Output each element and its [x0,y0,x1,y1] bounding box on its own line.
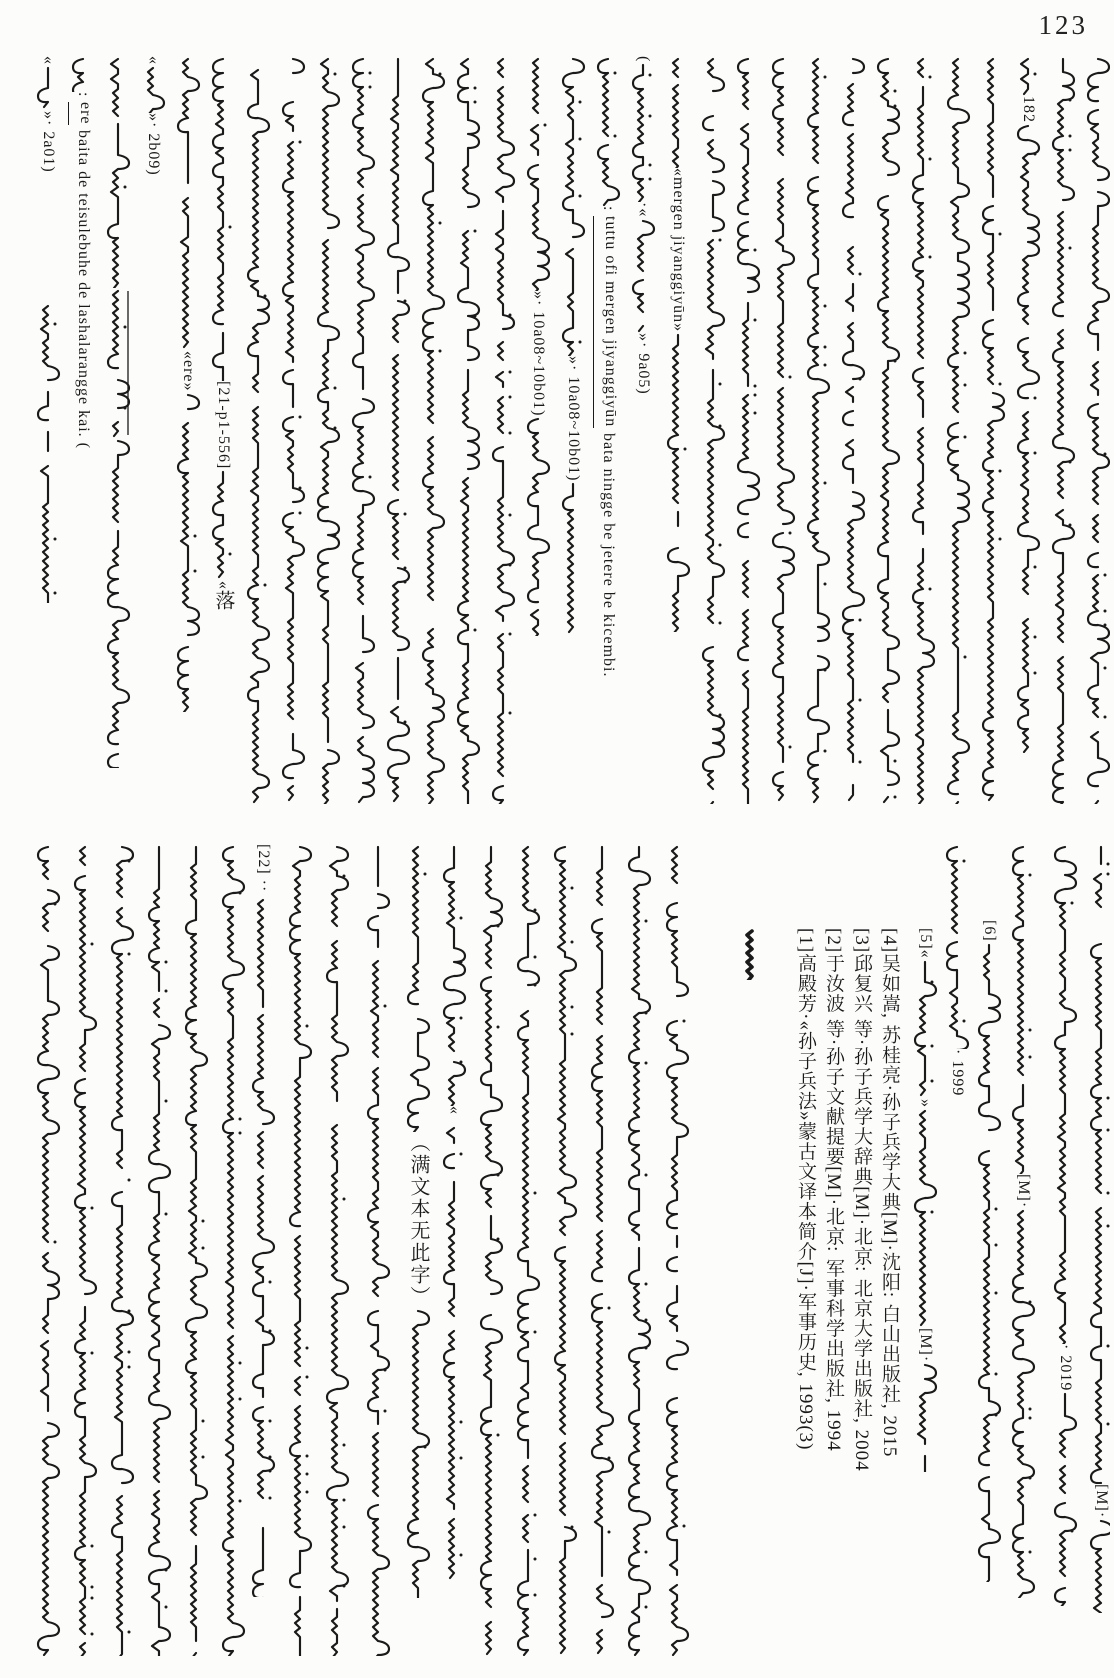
text-column-2-15 [589,844,615,1662]
mongolian-script [1088,1518,1110,1613]
inline-token: · 1999 [949,1049,966,1097]
mongolian-script [665,56,691,168]
text-column-2-16 [626,844,652,1662]
column-gap [861,844,862,928]
text-column-1-26 [945,56,971,812]
mongolian-script [315,56,341,804]
mongolian-script [70,56,96,92]
mongolian-script [875,56,901,804]
mongolian-script [441,1115,467,1580]
mongolian-script [1085,56,1110,804]
mongolian-script [1015,123,1041,753]
text-column-2-28 [1088,844,1110,1662]
mongolian-script [478,844,504,1656]
inline-token: [M]· [917,1327,934,1362]
mongolian-script [385,56,411,804]
text-column-2-3 [146,844,172,1662]
text-column-1-20 [735,56,761,812]
mongolian-script [405,1308,431,1598]
mongolian-script [420,56,446,804]
inline-token: [M]· [1093,1484,1110,1519]
mongolian-script [560,56,586,356]
mongolian-script [245,56,271,804]
mongolian-script [490,56,516,804]
mongolian-script [1052,844,1078,1344]
text-column-2-25 [976,844,1002,1662]
lower-text-block [24,844,1110,1662]
text-column-2-4 [183,844,209,1662]
column-gap [752,844,753,928]
mongolian-script [146,844,172,1656]
column-gap [805,844,806,928]
mongolian-script [912,1108,938,1328]
mongolian-script [280,56,306,804]
text-column-2-23 [912,844,938,1662]
mongolian-script [630,218,656,333]
mongolian-script [140,65,166,113]
text-column-2-10 [405,844,431,1662]
inline-token: » [917,1098,934,1108]
mongolian-script [72,844,98,1656]
mongolian-script [250,897,276,1597]
inline-token: ( [635,56,652,63]
inline-token: · 2019 [1057,1344,1074,1392]
text-column-1-17 [630,56,656,812]
text-column-1-22 [805,56,831,812]
inline-token: [22] ·· [255,844,272,898]
column-gap [889,844,890,928]
mongolian-script [976,942,1002,1582]
text-column-2-9 [365,844,391,1662]
text-column-2-13 [515,844,541,1662]
text-column-1-14 [525,56,551,812]
chinese-gloss: 落 [212,590,234,613]
mongolian-script [552,844,578,1656]
mongolian-script [1088,844,1110,1484]
text-column-1-29 [1050,56,1076,812]
text-column-1-25 [910,56,936,812]
chinese-gloss: （满文本无此字） [407,1132,429,1308]
mongolian-script [105,288,131,438]
text-column-2-21 [848,844,874,1662]
mongolian-script [912,959,938,1099]
text-column-2-0 [35,844,61,1662]
text-column-1-21 [770,56,796,812]
inline-token: ·« [635,202,652,218]
text-column-1-3 [140,56,166,812]
inline-token: « [40,56,57,65]
mongolian-script [220,844,246,1656]
mongolian-script [1050,56,1076,804]
mongolian-script [35,844,61,1656]
text-column-1-12 [455,56,481,812]
text-column-1-15 [560,56,586,812]
reference-entry-2: [2]于汝波 等·孙子文献提要[M]·北京: 军事科学出版社, 1994 [823,928,844,1452]
mongolian-script [665,332,691,632]
column-gap [833,844,834,928]
inline-token: « [145,56,162,65]
text-column-2-22 [876,844,902,1662]
text-column-1-27 [980,56,1006,812]
inline-token: «mergen jiyanggiyūn» [670,168,687,333]
reference-entry-4: [4]吴如嵩, 苏桂亮·孙子兵学大典[M]·沈阳: 白山出版社, 2015 [879,928,900,1458]
text-column-2-27 [1052,844,1078,1662]
mongolian-script [626,844,652,1656]
text-column-1-8 [315,56,341,812]
mongolian-script [525,416,551,636]
text-column-1-4 [175,56,201,812]
mongolian-script [630,62,656,202]
mongolian-script [595,56,621,206]
page-number: 123 [1038,10,1088,40]
mongolian-script [805,56,831,804]
mongolian-script [210,56,236,381]
latin-transliteration-marked: tuttu ofi mergen jiyanggiyūn [593,216,623,427]
references-heading [739,844,765,1662]
text-column-1-6 [245,56,271,812]
mongolian-script [175,56,201,351]
mongolian-script [175,392,201,712]
text-column-2-5 [220,844,246,1662]
mongolian-script [515,844,541,1656]
latin-transliteration-marked: ere [68,102,98,125]
mongolian-script [735,56,761,804]
inline-token: [M]· [1015,1174,1032,1209]
inline-token: « [446,1106,463,1115]
text-column-1-1 [70,56,96,812]
mongolian-script [105,56,131,288]
column-gap [48,173,49,303]
upper-text-block [24,56,1110,812]
mongolian-script [1010,844,1036,1174]
mongolian-script [35,303,61,603]
text-column-1-28 [1015,56,1041,812]
inline-token: »· 2b09) [145,113,162,176]
text-column-1-19 [700,56,726,812]
text-column-2-19 [792,844,818,1662]
inline-token: bata ningge be jetere be kicembi. [600,427,617,678]
mongolian-script [739,928,765,980]
text-column-1-18 [665,56,691,812]
text-column-1-10 [385,56,411,812]
inline-token: »· 9a05) [635,332,652,395]
inline-token: : [75,92,92,103]
inline-token: baita de teisulebuhe de lashalarangge kai. ( [75,124,92,449]
mongolian-script [664,844,690,1656]
text-column-2-8 [324,844,350,1662]
text-column-2-7 [287,844,313,1662]
column-gap [925,844,926,928]
mongolian-script [1010,1208,1036,1598]
text-column-1-7 [280,56,306,812]
text-column-2-12 [478,844,504,1662]
text-column-1-2 [105,56,131,812]
text-column-1-5 [210,56,236,812]
mongolian-script [560,481,586,636]
mongolian-script [324,844,350,1656]
inline-token: »· 10a08~10b01) [530,291,547,417]
inline-token: 182 [1020,96,1037,123]
mongolian-script [35,65,61,111]
text-column-1-13 [490,56,516,812]
mongolian-script [210,469,236,581]
inline-token: « [215,581,232,591]
mongolian-script [350,56,376,804]
inline-token: »· 2a01) [40,111,57,173]
column-gap [989,844,990,920]
text-column-1-16 [595,56,621,812]
inline-token: [5]« [917,928,934,959]
mongolian-script [700,56,726,804]
text-column-2-2 [109,844,135,1662]
text-column-1-0 [35,56,61,812]
mongolian-script [1015,56,1041,96]
inline-token: »· 10a08~10b01) [565,356,582,482]
mongolian-script [441,844,467,1106]
mongolian-script [944,844,970,1049]
mongolian-script [455,56,481,804]
text-column-2-26 [1010,844,1036,1662]
mongolian-script [105,438,131,768]
mongolian-script [287,844,313,1656]
text-column-2-11 [441,844,467,1662]
mongolian-script [525,56,551,291]
mongolian-script [109,844,135,1656]
inline-token: : [600,206,617,217]
mongolian-script [770,56,796,804]
mongolian-script [365,844,391,1656]
inline-token: [6] [981,920,998,942]
text-column-1-11 [420,56,446,812]
mongolian-script [912,1362,938,1472]
mongolian-script [945,56,971,804]
text-column-1-24 [875,56,901,812]
text-column-2-17 [664,844,690,1662]
text-column-2-24 [944,844,970,1662]
text-column-1-23 [840,56,866,812]
mongolian-script [840,56,866,804]
text-column-2-1 [72,844,98,1662]
text-column-1-9 [350,56,376,812]
inline-token: [21-p1-556] [215,381,232,470]
mongolian-script [405,844,431,1132]
text-column-1-30 [1085,56,1110,812]
reference-entry-1: [1]高殿芳·«孙子兵法»蒙古文译本简介[J]·军事历史, 1993(3) [795,928,816,1451]
mongolian-script [980,56,1006,804]
inline-token: «ere» [180,351,197,392]
mongolian-script [183,844,209,1656]
mongolian-script [589,844,615,1656]
mongolian-script [910,56,936,804]
text-column-2-20 [820,844,846,1662]
mongolian-script [1052,1391,1078,1606]
text-column-2-6 [250,844,276,1662]
text-column-2-14 [552,844,578,1662]
reference-entry-3: [3]邱复兴 等·孙子兵学大辞典[M]·北京: 北京大学出版社, 2004 [851,928,872,1472]
